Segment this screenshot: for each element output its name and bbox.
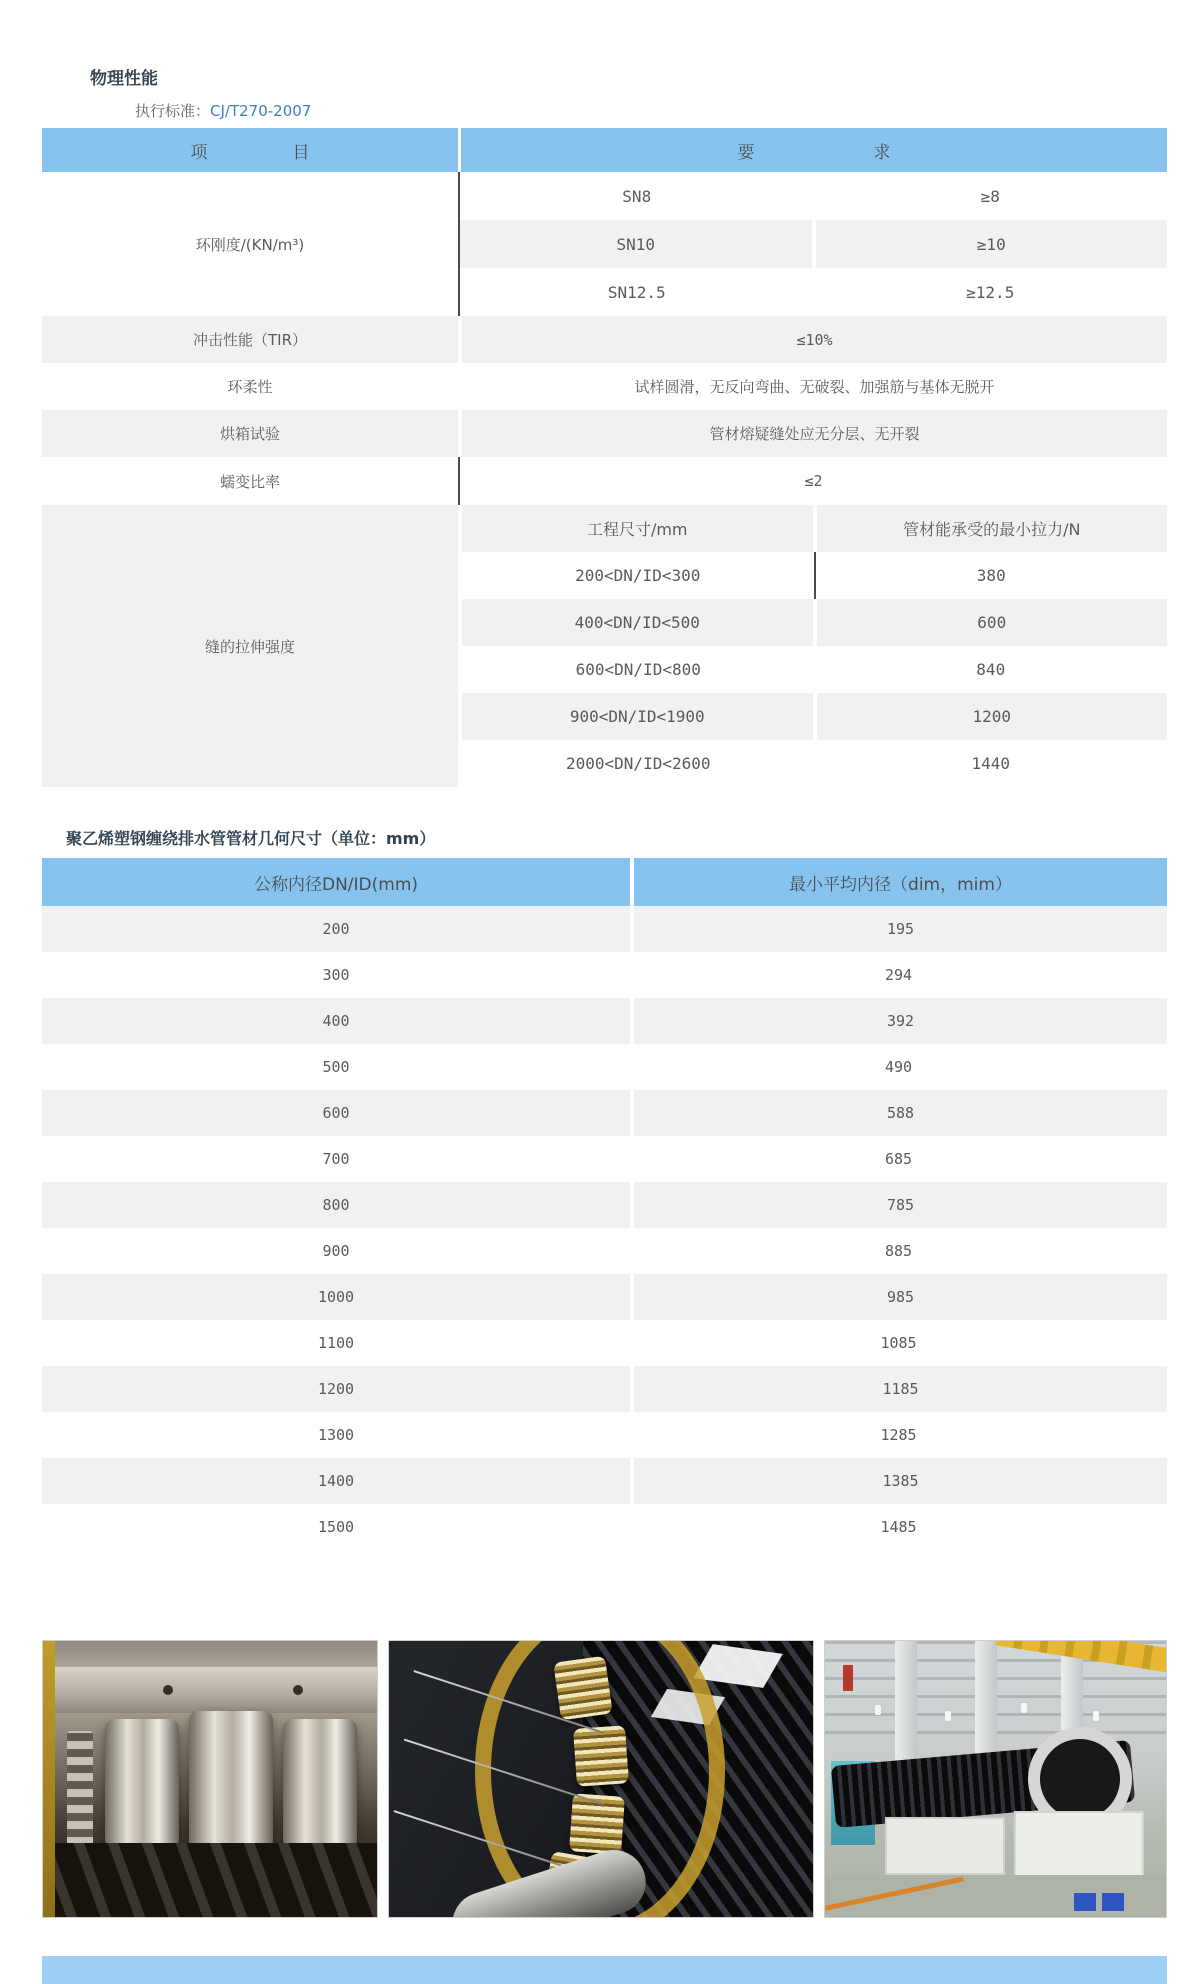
standard-line (135, 100, 311, 121)
seam-subheader-row (462, 505, 1167, 552)
min-id-value: 1085 (880, 1334, 917, 1352)
dimensions-table (42, 858, 1167, 1550)
sn-requirement: ≥8 (980, 186, 1000, 206)
dn-value: 1500 (317, 1518, 355, 1536)
dn-value: 800 (42, 1182, 630, 1228)
dn-value: 1300 (317, 1426, 355, 1444)
machine-stand (885, 1817, 1005, 1875)
table2-header-row (42, 858, 1167, 906)
min-id-value: 294 (884, 966, 913, 984)
min-force: 840 (976, 660, 1006, 679)
table1-header-item: 项 目 (42, 128, 458, 172)
sn-requirement: ≥12.5 (966, 282, 1015, 302)
property-value: ≤10% (462, 316, 1167, 363)
dn-value: 600 (42, 1090, 630, 1136)
size-range: 600<DN/ID<800 (575, 660, 701, 679)
table-row (462, 740, 1167, 787)
footer-bar (42, 1956, 1167, 1984)
dn-value: 900 (322, 1242, 350, 1260)
size-range: 2000<DN/ID<2600 (566, 754, 711, 773)
table-row (42, 363, 1167, 410)
ring-stiffness-values (460, 172, 1167, 316)
photo-corrugation-rollers (42, 1640, 378, 1918)
table-row (460, 220, 1167, 268)
dn-value: 300 (322, 966, 350, 984)
roller-disc-stack (553, 1656, 613, 1721)
seam-col-size: 工程尺寸/mm (462, 505, 813, 552)
min-force: 1440 (971, 754, 1011, 773)
photo-workshop (824, 1640, 1167, 1918)
min-force: 380 (976, 566, 1006, 585)
min-id-value: 985 (634, 1274, 1167, 1320)
table-row (460, 268, 1167, 316)
table2-header-min: 最小平均内径（dim，mim） (634, 858, 1167, 906)
dimensions-title: 聚乙烯塑钢缠绕排水管管材几何尺寸（单位：mm） (66, 829, 436, 848)
seam-col-force: 管材能承受的最小拉力/N (817, 505, 1168, 552)
red-sign (843, 1665, 853, 1691)
ring-stiffness-band (42, 172, 1167, 316)
dn-value: 700 (322, 1150, 350, 1168)
table-row (42, 1504, 1167, 1550)
table-row (42, 1044, 1167, 1090)
dn-value: 400 (42, 998, 630, 1044)
table-row (462, 646, 1167, 693)
table-row (42, 906, 1167, 952)
dn-value: 200 (42, 906, 630, 952)
min-id-value: 490 (884, 1058, 913, 1076)
seam-tensile-label: 缝的拉伸强度 (42, 505, 458, 787)
table-row (42, 1274, 1167, 1320)
hanging-light (1093, 1711, 1099, 1721)
table-row (42, 1136, 1167, 1182)
ring-stiffness-label: 环刚度/(KN/m³) (42, 172, 460, 316)
sn-grade: SN8 (622, 186, 652, 206)
table-row (462, 599, 1167, 646)
photo-tint (43, 1641, 377, 1917)
min-id-value: 392 (634, 998, 1167, 1044)
property-value: 管材熔疑缝处应无分层、无开裂 (462, 410, 1167, 457)
table-row (462, 552, 1167, 599)
min-id-value: 588 (634, 1090, 1167, 1136)
table-row (42, 1090, 1167, 1136)
dn-value: 1000 (42, 1274, 630, 1320)
dn-value: 1200 (42, 1366, 630, 1412)
standard-value: CJ/T270-2007 (210, 102, 312, 120)
table-row (42, 1228, 1167, 1274)
min-id-value: 1385 (634, 1458, 1167, 1504)
min-id-value: 195 (634, 906, 1167, 952)
min-id-value: 1285 (880, 1426, 917, 1444)
table-row (42, 1412, 1167, 1458)
blue-bin (1102, 1893, 1124, 1911)
table-row (42, 952, 1167, 998)
property-value: 试样圆滑，无反向弯曲、无破裂、加强筋与基体无脱开 (462, 363, 1167, 410)
sn-grade: SN10 (460, 220, 812, 268)
table1-header-requirement: 要 求 (461, 128, 1167, 172)
standard-label: 执行标准： (135, 102, 211, 120)
property-label: 环柔性 (42, 363, 458, 410)
table-row (462, 693, 1167, 740)
min-id-value: 1185 (634, 1366, 1167, 1412)
physical-properties-table (42, 128, 1167, 787)
size-range: 200<DN/ID<300 (575, 566, 701, 585)
table-row (42, 1366, 1167, 1412)
table-row (42, 1182, 1167, 1228)
seam-tensile-band (42, 505, 1167, 787)
hanging-light (875, 1705, 881, 1715)
machine-stand (1014, 1811, 1144, 1883)
min-id-value: 685 (884, 1150, 913, 1168)
table-row (42, 410, 1167, 457)
min-id-value: 785 (634, 1182, 1167, 1228)
page-title: 物理性能 (90, 69, 158, 89)
table-row (42, 457, 1167, 505)
table-row (42, 1458, 1167, 1504)
property-value: ≤2 (460, 457, 1167, 505)
hanging-light (945, 1711, 951, 1721)
dn-value: 500 (322, 1058, 350, 1076)
seam-tensile-values (462, 505, 1167, 787)
photo-winding-machine (388, 1640, 814, 1918)
size-range: 400<DN/ID<500 (462, 599, 813, 646)
min-id-value: 1485 (880, 1518, 917, 1536)
table-row (42, 1320, 1167, 1366)
table-row (42, 998, 1167, 1044)
hanging-light (1021, 1703, 1027, 1713)
min-force: 600 (817, 599, 1168, 646)
table-row (460, 172, 1167, 220)
table2-header-dn: 公称内径DN/ID(mm) (42, 858, 630, 906)
min-force: 1200 (817, 693, 1168, 740)
blue-bin (1074, 1893, 1096, 1911)
property-label: 蠕变比率 (42, 457, 458, 505)
factory-photo-strip (42, 1640, 1167, 1918)
min-id-value: 885 (884, 1242, 913, 1260)
dn-value: 1400 (42, 1458, 630, 1504)
sn-requirement: ≥10 (816, 220, 1168, 268)
table-row (42, 316, 1167, 363)
dn-value: 1100 (317, 1334, 355, 1352)
size-range: 900<DN/ID<1900 (462, 693, 813, 740)
property-label: 冲击性能（TIR） (42, 316, 458, 363)
roller-disc-stack (573, 1725, 629, 1786)
property-label: 烘箱试验 (42, 410, 458, 457)
table1-header-row (42, 128, 1167, 172)
sn-grade: SN12.5 (607, 282, 666, 302)
